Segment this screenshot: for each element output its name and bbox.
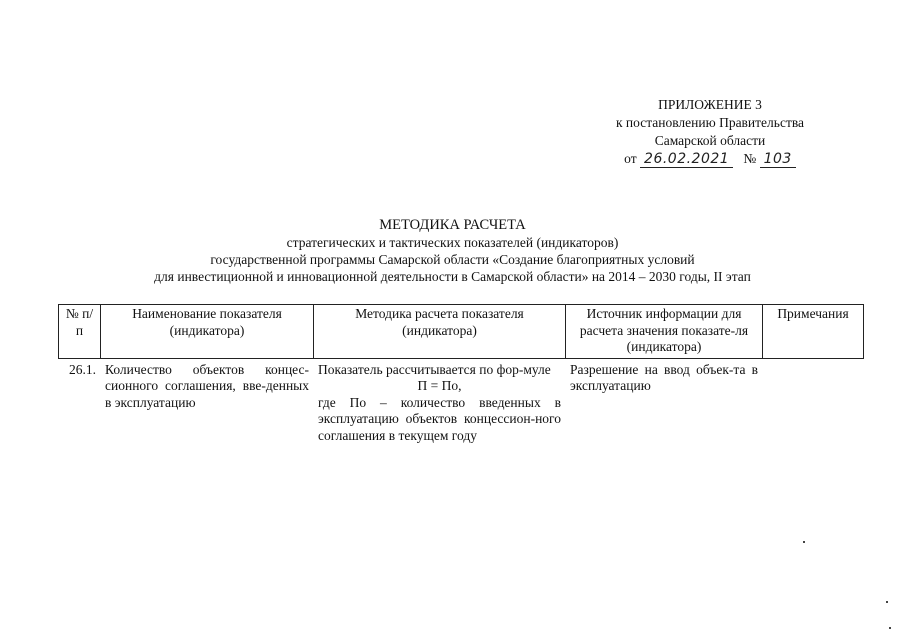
number-label: № xyxy=(743,151,757,166)
cell-method xyxy=(314,358,566,444)
scan-speck xyxy=(889,627,891,629)
document-heading xyxy=(0,216,905,285)
handwritten-number: 103 xyxy=(760,151,796,168)
handwritten-date: 26.02.2021 xyxy=(640,151,733,168)
cell-name xyxy=(101,358,314,444)
method-intro: Показатель рассчитывается по фор-муле xyxy=(318,361,551,377)
cell-num: 26.1. xyxy=(69,361,96,377)
method-formula: П = По, xyxy=(417,378,462,393)
heading-line-1: стратегических и тактических показателей (индикаторов) xyxy=(286,235,619,250)
from-label: от xyxy=(624,151,637,166)
header-name: Наименование показателя (индикатора) xyxy=(101,305,314,359)
table-header-row xyxy=(59,305,864,359)
indicator-name: Количество объектов концес-сионного соглашения, вве-денных в эксплуатацию xyxy=(105,361,309,410)
cell-notes xyxy=(763,358,864,444)
document-title: МЕТОДИКА РАСЧЕТА xyxy=(379,217,526,233)
appendix-title: ПРИЛОЖЕНИЕ 3 xyxy=(658,97,762,112)
scan-speck xyxy=(886,601,888,603)
header-notes: Примечания xyxy=(763,305,864,359)
appendix-date-number-row xyxy=(560,150,860,168)
header-num: № п/п xyxy=(59,305,101,359)
table-row xyxy=(59,358,864,444)
appendix-resolution-line: к постановлению Правительства xyxy=(615,115,805,130)
indicators-table xyxy=(58,304,864,444)
appendix-header xyxy=(560,96,860,168)
heading-line-3: для инвестиционной и инновационной деятельности в Самарской области» на 2014 – 2030 годы, II этап xyxy=(154,269,751,284)
scan-speck xyxy=(803,541,805,543)
header-source: Источник информации для расчета значения показате-ля (индикатора) xyxy=(566,305,763,359)
header-method: Методика расчета показателя (индикатора) xyxy=(314,305,566,359)
cell-source xyxy=(566,358,763,444)
heading-line-2: государственной программы Самарской области «Создание благоприятных условий xyxy=(210,252,695,267)
source-text: Разрешение на ввод объек-та в эксплуатацию xyxy=(570,361,758,393)
method-description: где По – количество введенных в эксплуатацию объектов концессион-ного соглашения в текущем году xyxy=(318,394,561,443)
appendix-region-line: Самарской области xyxy=(654,133,766,148)
